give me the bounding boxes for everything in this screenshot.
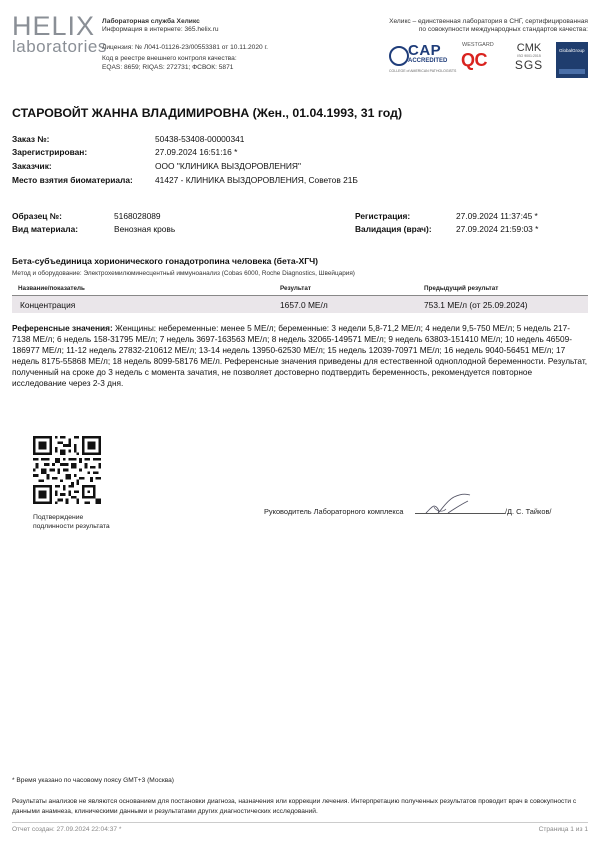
row-result: 1657.0 МЕ/л <box>280 300 328 310</box>
sample-label: Образец №: <box>12 211 62 221</box>
customer-value: ООО "КЛИНИКА ВЫЗДОРОВЛЕНИЯ" <box>155 161 301 171</box>
order-label: Заказ №: <box>12 134 50 144</box>
patient-name: СТАРОВОЙТ ЖАННА ВЛАДИМИРОВНА (Жен., 01.04.1993, 31 год) <box>12 106 403 120</box>
cert-statement <box>389 18 588 35</box>
test-method: Метод и оборудование: Электрохемилюминесцентный иммуноанализ (Cobas 6000, Roche Diagnostics, Швейцария) <box>12 270 355 277</box>
lab-info <box>102 18 219 35</box>
helix-logo-subtitle: laboratories <box>12 37 107 56</box>
report-created: Отчет создан: 27.09.2024 22:04:37 * <box>12 826 122 833</box>
license-line: Лицензия: № Л041-01126-23/00553381 от 10.11.2020 г. <box>102 44 268 51</box>
signer-name: /Д. С. Тайков/ <box>505 507 552 516</box>
place-label: Место взятия биоматериала: <box>12 175 133 185</box>
column-header-name: Название/показатель <box>18 285 85 292</box>
sample-value: 5168028089 <box>114 211 161 221</box>
global-group-logo <box>556 42 588 78</box>
registry-line1: Код в реестре внешнего контроля качества: <box>102 55 237 63</box>
order-value: 50438-53408-00000341 <box>155 134 245 144</box>
registered-label: Зарегистрирован: <box>12 147 88 157</box>
iso-text: ISO 9001:2015 <box>517 54 541 58</box>
reference-text: Женщины: небеременные: менее 5 МЕ/л; беременные: 3 недели 5,8-71,2 МЕ/л; 4 недели 9,5-750 МЕ/л; 5 недель 217-7138 МЕ/л; 6 недель 158-31795 МЕ/л; 7 недель 3697-163563 МЕ/л; 8 недель 32065-149571 МЕ/л; 9 недель 63803-151410 МЕ/л; 10 недель 46509-186977 МЕ/л; 11-12 недель 27832-210612 МЕ/л; 13-14 недель 13950-62530 МЕ/л; 15 недель 12039-70971 МЕ/л; 16 недель 9040-56451 МЕ/л; 17 недель 8175-55868 МЕ/л; 18 недель 8099-58176 МЕ/л. Референсные значения приведены для естественной одноплодной беременности. Результат, полученный на сроке до 3 недель с момента зачатия, не позволяет достоверно подтвердить беременность, рекомендуется повторное исследование через 2-3 дня. <box>12 323 588 388</box>
license-info <box>102 44 268 72</box>
qr-caption <box>33 513 110 531</box>
westgard-qc-logo <box>461 42 497 78</box>
place-value: 41427 - КЛИНИКА ВЫЗДОРОВЛЕНИЯ, Советов 21Б <box>155 175 358 185</box>
footer-divider <box>12 822 588 823</box>
column-header-result: Результат <box>280 285 311 292</box>
signature-icon <box>420 489 500 519</box>
reference-values <box>12 323 588 389</box>
sgs-text: SGS <box>514 58 544 72</box>
global-group-bar <box>559 69 585 74</box>
westgard-text: WESTGARD <box>462 42 494 48</box>
page-number: Страница 1 из 1 <box>538 826 588 833</box>
registered-value: 27.09.2024 16:51:16 * <box>155 147 238 157</box>
validation-value: 27.09.2024 21:59:03 * <box>456 224 539 234</box>
timezone-note: * Время указано по часовому поясу GMT+3 (Москва) <box>12 777 174 784</box>
cap-small-text: COLLEGE of AMERICAN PATHOLOGISTS <box>389 69 457 73</box>
row-name: Концентрация <box>20 300 76 310</box>
qc-text: QC <box>461 50 487 70</box>
customer-label: Заказчик: <box>12 161 52 171</box>
verification-qr-code[interactable] <box>33 436 101 504</box>
test-title: Бета-субъединица хорионического гонадотропина человека (бета-ХГЧ) <box>12 256 318 266</box>
column-header-previous: Предыдущий результат <box>424 285 499 292</box>
registration-label: Регистрация: <box>355 211 411 221</box>
row-previous: 753.1 МЕ/л (от 25.09.2024) <box>424 300 528 310</box>
registration-value: 27.09.2024 11:37:45 * <box>456 211 538 221</box>
cap-accredited-logo <box>389 42 457 78</box>
qr-caption-line2: подлинности результата <box>33 523 110 530</box>
cert-statement-line1: Хеликс – единственная лаборатория в СНГ, сертифицированная <box>389 18 588 25</box>
validation-label: Валидация (врач): <box>355 224 432 234</box>
cap-accredited-text: ACCREDITED <box>408 58 448 64</box>
qr-caption-line1: Подтверждение <box>33 514 84 521</box>
lab-name: Лабораторная служба Хеликс <box>102 18 200 25</box>
material-label: Вид материала: <box>12 224 79 234</box>
cert-statement-line2: по совокупности международных стандартов качества: <box>418 26 588 34</box>
cap-circle-icon <box>389 46 409 66</box>
signer-label: Руководитель Лабораторного комплекса <box>264 507 404 516</box>
reference-label: Референсные значения: <box>12 323 113 333</box>
cap-text: CAP <box>408 42 442 59</box>
table-row <box>12 296 588 313</box>
signature-line <box>415 513 505 514</box>
global-group-text: GlobalGroup <box>559 48 585 53</box>
registry-line2: EQAS: 8659; RIQAS: 272731; ФСВОК: 5871 <box>102 63 234 71</box>
cmk-text: CMK <box>516 42 542 54</box>
helix-logo: HELIX <box>12 11 96 41</box>
material-value: Венозная кровь <box>114 224 176 234</box>
lab-site: Информация в интернете: 365.helix.ru <box>102 26 219 34</box>
sgs-logo <box>512 42 546 78</box>
disclaimer: Результаты анализов не являются основанием для постановки диагноза, назначения или коррекции лечения. Интерпретацию полученных результатов проводит врач в совокупности с данными анамнеза, клиническими данными и результатами других диагностических исследований. <box>12 798 577 815</box>
